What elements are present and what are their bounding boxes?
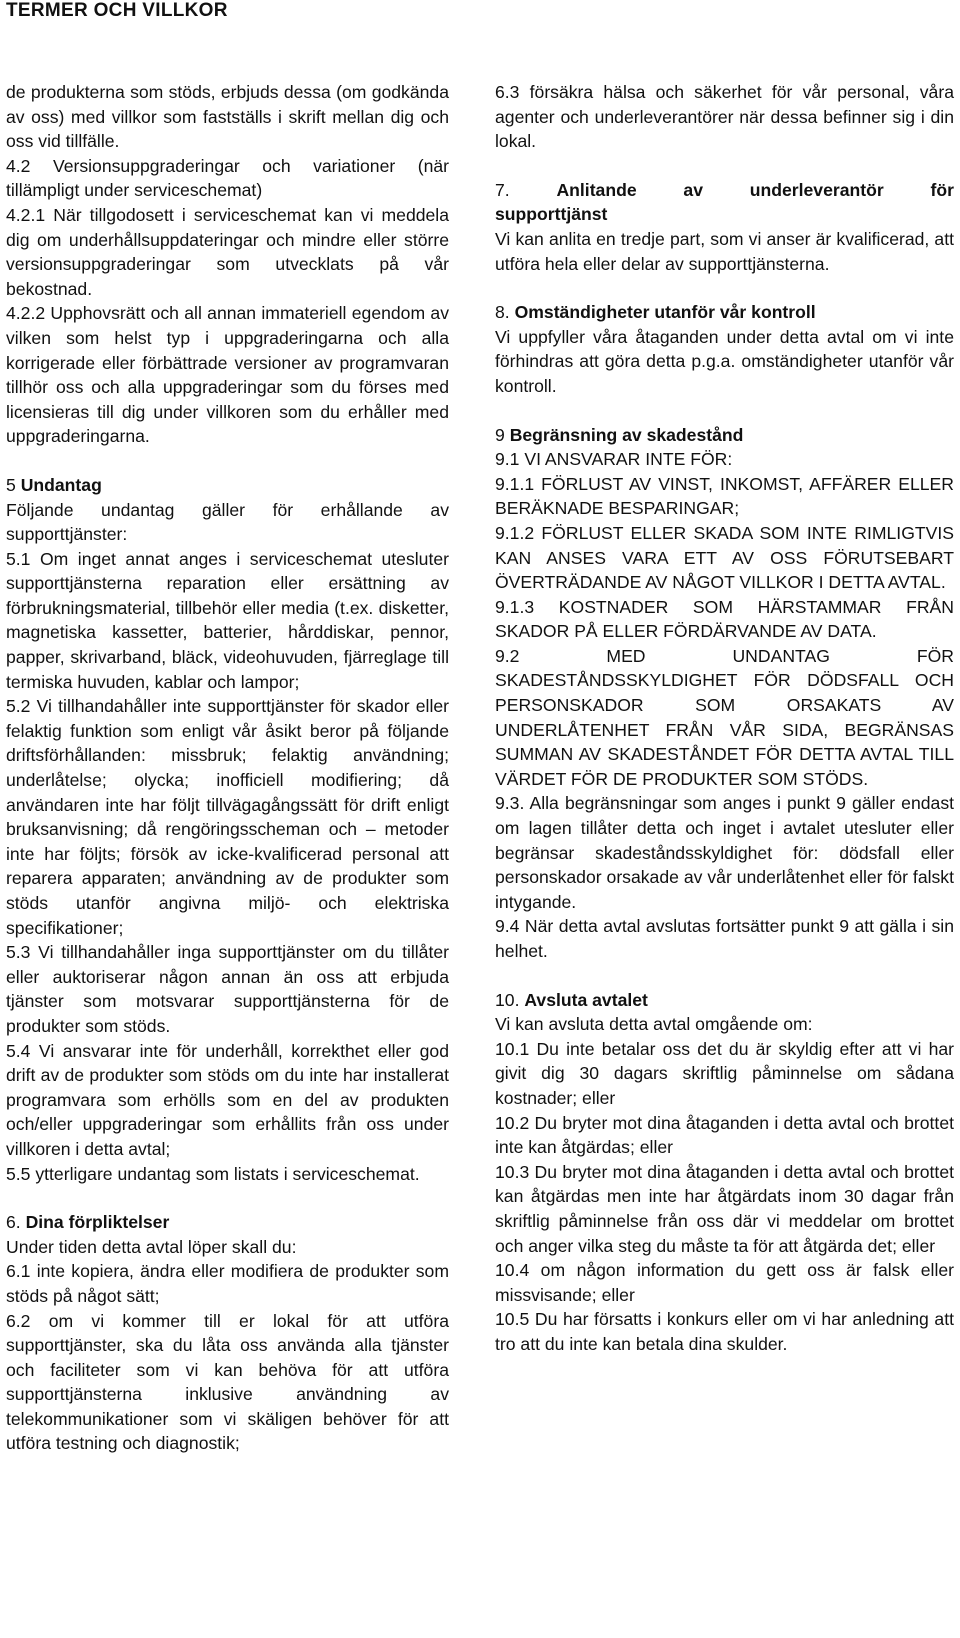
paragraph-10-2: 10.2 Du bryter mot dina åtaganden i detta avtal och brottet inte kan åtgärdas; eller <box>495 1112 954 1158</box>
paragraph-5-5: 5.5 ytterligare undantag som listats i serviceschemat. <box>6 1163 420 1184</box>
section-8-number: 8. <box>495 302 510 323</box>
paragraph-6-3: 6.3 försäkra hälsa och säkerhet för vår personal, våra agenter och underleverantörer när dessa befinner sig i din lokal. <box>495 82 954 152</box>
section-7-heading <box>495 178 954 203</box>
paragraph-9-1-3: 9.1.3 KOSTNADER SOM HÄRSTAMMAR FRÅN SKADOR PÅ ELLER FÖRDÄRVANDE AV DATA. <box>495 596 954 642</box>
paragraph-9-4: 9.4 När detta avtal avslutas fortsätter punkt 9 att gälla i sin helhet. <box>495 916 954 961</box>
section-6-intro: Under tiden detta avtal löper skall du: <box>6 1236 297 1257</box>
section-10-heading <box>495 988 954 1013</box>
section-7-title-word-2: av <box>683 179 703 200</box>
section-7-title-word-4: för <box>930 179 954 200</box>
paragraph-9-2: 9.2 MED UNDANTAG FÖR SKADESTÅNDSSKYLDIGHET FÖR DÖDSFALL OCH PERSONSKADOR SOM ORSAKATS AV UNDERLÅTENHET FRÅN VÅR SIDA, BEGRÄNSAS SUMMAN AV SKADESTÅNDET FÖR DETTA AVTAL TILL VÄRDET FÖR DE PRODUKTER SOM STÖDS. <box>495 645 954 789</box>
paragraph-10-5: 10.5 Du har försatts i konkurs eller om vi har anledning att tro att du inte kan betala dina skulder. <box>495 1309 954 1354</box>
paragraph-10-1: 10.1 Du inte betalar oss det du är skyldig efter att vi har givit dig 30 dagars skriftlig påminnelse om sådana kostnader; eller <box>495 1038 954 1108</box>
section-7-number: 7. <box>495 179 510 200</box>
paragraph-10-4: 10.4 om någon information du gett oss är falsk eller missvisande; eller <box>495 1260 954 1305</box>
right-column <box>495 80 954 1357</box>
paragraph-6-1: 6.1 inte kopiera, ändra eller modifiera de produkter som stöds på något sätt; <box>6 1261 449 1306</box>
section-6-number: 6. <box>6 1212 21 1233</box>
section-8-body: Vi uppfyller våra åtaganden under detta avtal om vi inte förhindras att göra detta p.g.a. omständigheter utanför vår kontroll. <box>495 326 954 396</box>
section-5-title: Undantag <box>20 474 102 495</box>
paragraph-5-2: 5.2 Vi tillhandahåller inte supporttjänster för skador eller felaktig funktion som enligt vår åsikt beror på följande driftsförhållanden: missbruk; felaktig användning; underlåtelse; olycka; inofficiell modifiering; då användaren inte har följt tillvägagångssätt för drift enligt bruksanvisning; då rengöringsscheman och – metoder inte har följts; försök av icke-kvalificerad personal att reparera apparaten; användning av de produkter som stöds utanför angivna miljö- och elektriska specifikationer; <box>6 696 449 938</box>
page-header-title: TERMER OCH VILLKOR <box>6 0 228 21</box>
section-8-heading <box>495 300 954 325</box>
paragraph-9-1-2: 9.1.2 FÖRLUST ELLER SKADA SOM INTE RIMLIGTVIS KAN ANSES VARA ETT AV OSS FÖRUTSEBART ÖVERTRÄDANDE AV NÅGOT VILLKOR I DETTA AVTAL. <box>495 522 954 593</box>
section-7-title-line-2: supporttjänst <box>495 204 608 225</box>
section-5-heading <box>6 473 449 498</box>
paragraph-4-2-2: 4.2.2 Upphovsrätt och all annan immateriell egendom av vilken som helst typ i uppgraderingarna och alla korrigerade eller förbättrade versioner av programvaran tillhör oss och alla uppgraderingar som du förses med licensieras till dig under villkoren som du erhåller med uppgraderingarna. <box>6 303 449 447</box>
section-10-number: 10. <box>495 989 520 1010</box>
section-5-number: 5 <box>6 474 16 495</box>
section-7-title-word-1: Anlitande <box>556 179 637 200</box>
paragraph-9-3: 9.3. Alla begränsningar som anges i punkt 9 gäller endast om lagen tillåter detta och inget i avtalet utesluter eller begränsar skadeståndsskyldighet för: dödsfall eller personskador orsakade av vår underlåtenhet eller för falskt intygande. <box>495 793 954 912</box>
paragraph-9-1: 9.1 VI ANSVARAR INTE FÖR: <box>495 449 733 470</box>
section-6-heading <box>6 1210 449 1235</box>
paragraph-5-1: 5.1 Om inget annat anges i serviceschemat utesluter supporttjänsterna reparation eller ersättning av förbrukningsmaterial, tillbehör eller media (t.ex. disketter, magnetiska kassetter, batterier, hårddiskar, pennor, papper, skrivarband, bläck, videohuvuden, fjärreglage till termiska huvuden, kablar och lampor; <box>6 548 449 692</box>
paragraph-9-1-1: 9.1.1 FÖRLUST AV VINST, INKOMST, AFFÄRER ELLER BERÄKNADE BESPARINGAR; <box>495 473 954 519</box>
section-8-title: Omständigheter utanför vår kontroll <box>514 302 816 323</box>
section-6-title: Dina förpliktelser <box>25 1212 170 1233</box>
paragraph-4-2: 4.2 Versionsuppgraderingar och variationer (när tillämpligt under serviceschemat) <box>6 155 449 201</box>
section-7-title-word-3: underleverantör <box>749 179 884 200</box>
section-10-intro: Vi kan avsluta detta avtal omgående om: <box>495 1014 813 1035</box>
section-9-title: Begränsning av skadestånd <box>509 424 744 445</box>
section-9-heading <box>495 423 954 448</box>
paragraph-5-4: 5.4 Vi ansvarar inte för underhåll, korrekthet eller god drift av de produkter som stöds om du inte har installerat programvara som erhölls som en del av produkten och/eller uppgraderingar som erhållits från oss under villkoren i detta avtal; <box>6 1040 449 1159</box>
paragraph-products-supported: de produkterna som stöds, erbjuds dessa (om godkända av oss) med villkor som fastställs i skrift mellan dig och oss vid tillfälle. <box>6 82 449 152</box>
section-9-number: 9 <box>495 424 505 445</box>
paragraph-6-2: 6.2 om vi kommer till er lokal för att utföra supporttjänster, ska du låta oss använda alla tjänster och faciliteter som vi kan behöva för att utföra supporttjänsterna inklusive användning av telekommunikationer som vi skäligen behöver för att utföra testning och diagnostik; <box>6 1310 449 1454</box>
paragraph-10-3: 10.3 Du bryter mot dina åtaganden i detta avtal och brottet kan åtgärdas men inte har åtgärdats inom 30 dagar från skriftlig påminnelse från oss där vi meddelar om brottet och anger vilka steg du måste ta för att åtgärda det; eller <box>495 1161 954 1256</box>
section-10-title: Avsluta avtalet <box>524 989 648 1010</box>
left-column <box>6 80 449 1456</box>
section-7-body: Vi kan anlita en tredje part, som vi anser är kvalificerad, att utföra hela eller delar av supporttjänsterna. <box>495 228 954 274</box>
paragraph-5-3: 5.3 Vi tillhandahåller inga supporttjänster om du tillåter eller auktoriserar någon annan än oss att erbjuda tjänster som motsvarar supporttjänsterna för de produkter som stöds. <box>6 942 449 1036</box>
paragraph-4-2-1: 4.2.1 När tillgodosett i serviceschemat kan vi meddela dig om underhållsuppdateringar och mindre eller större versionsuppgraderingar som utvecklats på vår bekostnad. <box>6 204 449 299</box>
section-5-intro: Följande undantag gäller för erhållande av supporttjänster: <box>6 499 449 545</box>
